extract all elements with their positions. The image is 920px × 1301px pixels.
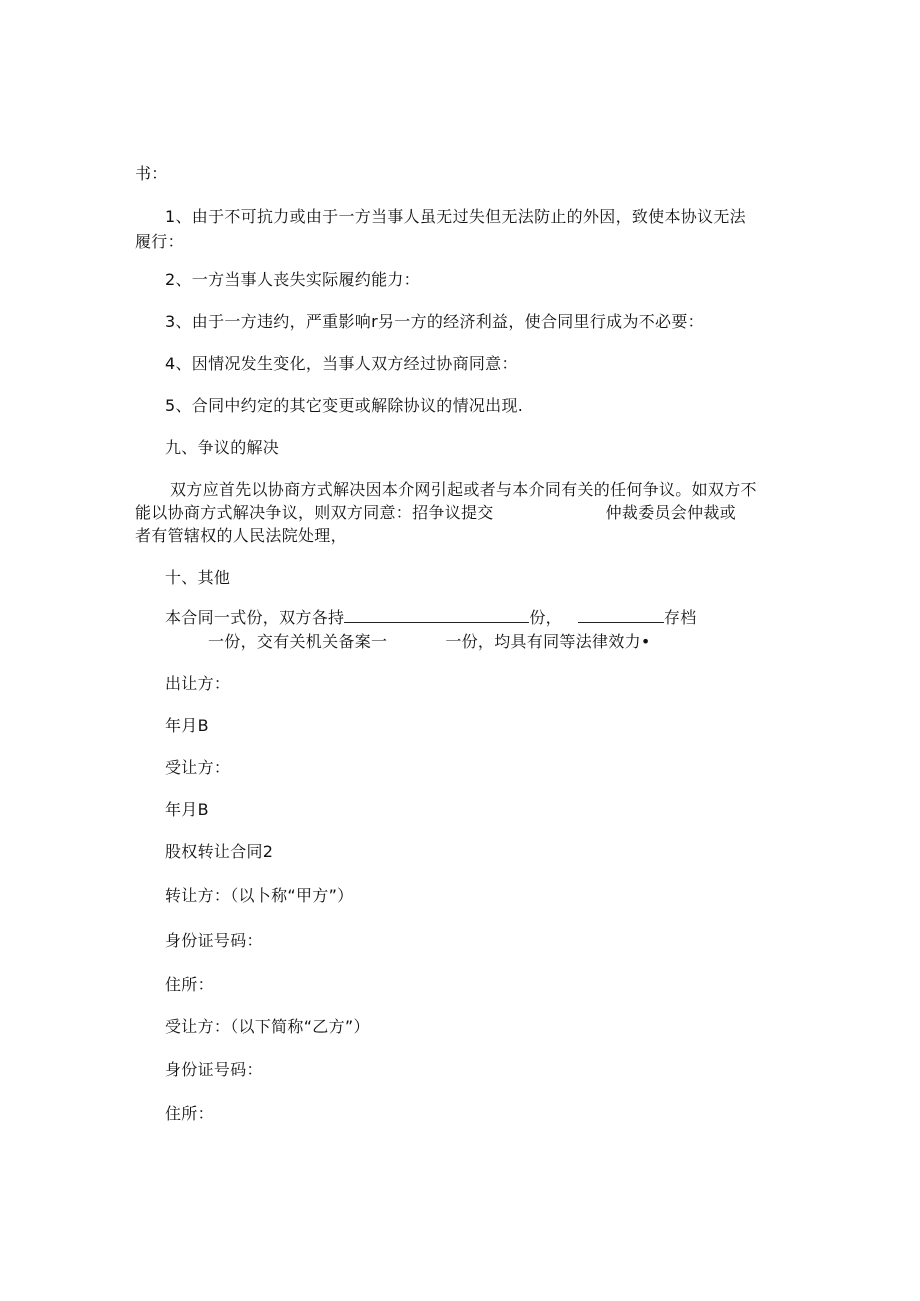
section-9-paragraph-line-3: 者有管辖权的人民法院处理，	[135, 526, 347, 545]
party-b-address-label: 住所：	[165, 1104, 214, 1123]
copies-text-b: 份，	[529, 608, 562, 627]
transferee-signature-label: 受让方：	[165, 758, 231, 777]
copies-line-1	[165, 608, 697, 628]
section-10-heading: 十、其他	[165, 568, 231, 587]
termination-item-1-cont: 履行：	[135, 232, 184, 251]
party-a-label: 转让方：（以卜称“甲方”）	[165, 886, 354, 905]
party-a-address-label: 住所：	[165, 975, 214, 994]
section-9-line-2-end: 仲裁委员会仲裁或	[605, 503, 737, 522]
party-b-label: 受让方：（以下简称“乙方”）	[165, 1017, 370, 1036]
transferor-signature-label: 出让方：	[165, 674, 231, 693]
termination-item-5: 5、合同中约定的其它变更或解除协议的情况出现.	[165, 396, 524, 415]
section-9-paragraph-line-1: 双方应首先以协商方式解决因本介网引起或者与本介同有关的任何争议。如双方不	[170, 480, 757, 499]
termination-item-4: 4、因情况发生变化，当事人双方经过协商同意：	[165, 354, 518, 373]
copies-blank-2	[578, 608, 664, 623]
section-9-paragraph-line-2	[135, 503, 736, 523]
party-b-id-label: 身份证号码：	[165, 1060, 263, 1079]
party-a-id-label: 身份证号码：	[165, 931, 263, 950]
termination-item-1: 1、由于不可抗力或由于一方当事人虽无过失但无法防止的外因，致使本协议无法	[165, 207, 746, 226]
carryover-text: 书：	[135, 164, 168, 183]
copies2-text-a: 一份，交有关机关备案一	[208, 632, 388, 651]
copies-text-c: 存档	[663, 608, 697, 627]
termination-item-3: 3、由于一方违约，严重影响r另一方的经济利益，使合同里行成为不必要：	[165, 312, 704, 331]
copies2-text-b: 一份，均具有同等法律效力•	[445, 632, 651, 651]
transferee-date-label: 年月B	[165, 800, 209, 819]
termination-item-2: 2、一方当事人丧失实际履约能力：	[165, 270, 420, 289]
contract-2-title: 股权转让合同2	[165, 842, 274, 861]
section-9-line-2-start: 能以协商方式解决争议，则双方同意：招争议提交	[135, 503, 494, 522]
copies-line-2	[208, 632, 651, 652]
copies-blank-1	[344, 608, 529, 623]
section-9-heading: 九、争议的解决	[165, 438, 280, 457]
transferor-date-label: 年月B	[165, 716, 209, 735]
copies-text-a: 本合同一式份，双方各持	[165, 608, 345, 627]
